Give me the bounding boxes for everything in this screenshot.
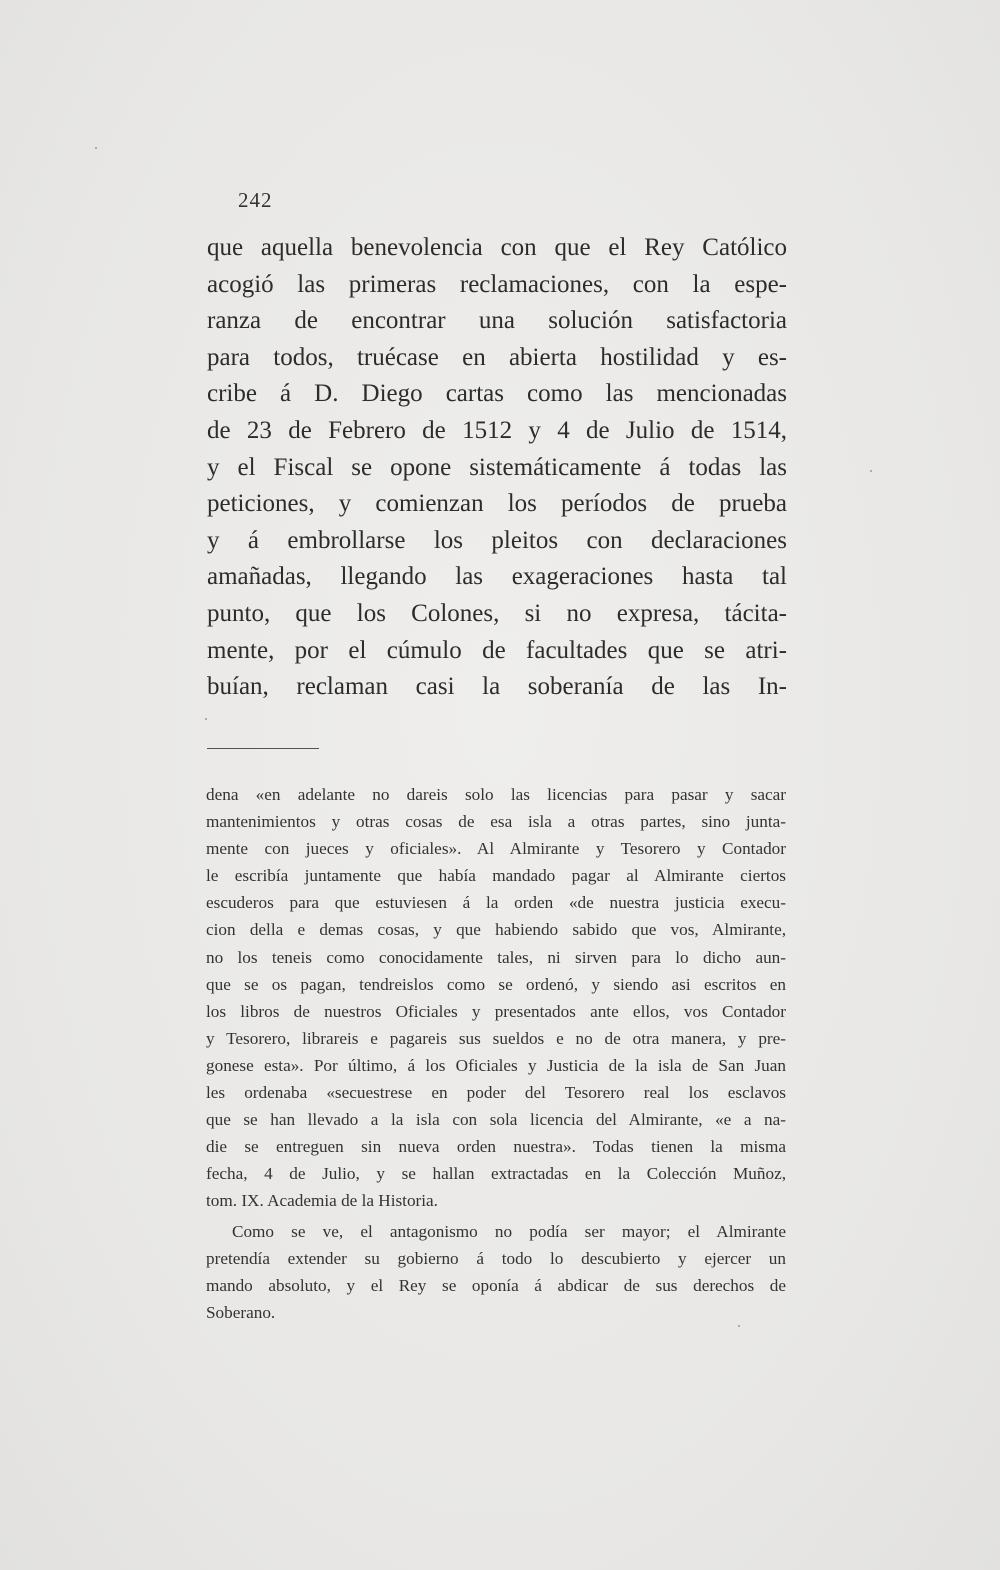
footnote-line: die se entreguen sin nueva orden nuestra». Todas tienen la misma — [206, 1137, 786, 1157]
footnote-line: mando absoluto, y el Rey se oponía á abdicar de sus derechos de — [206, 1275, 786, 1295]
footnote-line: dena «en adelante no dareis solo las licencias para pasar y sacar — [206, 785, 786, 804]
footnote-line: Como se ve, el antagonismo no podía ser mayor; el Almirante — [232, 1221, 786, 1241]
footnote-paragraph — [206, 1218, 786, 1326]
main-text — [207, 230, 787, 706]
footnote-line: no los teneis como conocidamente tales, ni sirven para lo dicho aun- — [206, 947, 786, 967]
page-number: 242 — [238, 188, 273, 212]
footnote-line: escuderos para que estuviesen á la orden «de nuestra justicia execu- — [206, 893, 786, 913]
footnote-line: mente con jueces y oficiales». Al Almirante y Tesorero y Contador — [206, 839, 786, 859]
paper-speck — [870, 470, 872, 472]
body-line: punto, que los Colones, si no expresa, tácita- — [207, 599, 787, 627]
body-line: que aquella benevolencia con que el Rey Católico — [207, 234, 787, 261]
footnote-line: los libros de nuestros Oficiales y presentados ante ellos, vos Contador — [206, 1001, 786, 1021]
paper-speck — [738, 1325, 740, 1327]
footnote-line: y Tesorero, librareis e pagareis sus sueldos e no de otra manera, y pre- — [206, 1028, 786, 1048]
footnote-line: les ordenaba «secuestrese en poder del Tesorero real los esclavos — [206, 1083, 786, 1103]
body-line: cribe á D. Diego cartas como las mencionadas — [207, 380, 787, 408]
paper-speck — [95, 147, 97, 149]
body-line: peticiones, y comienzan los períodos de prueba — [207, 490, 787, 518]
footnote-line: que se han llevado a la isla con sola licencia del Almirante, «e a na- — [206, 1110, 786, 1130]
paper-speck — [205, 718, 207, 720]
footnote-line: fecha, 4 de Julio, y se hallan extractadas en la Colección Muñoz, — [206, 1164, 786, 1184]
body-line: para todos, truécase en abierta hostilidad y es- — [207, 343, 787, 371]
footnote-line: tom. IX. Academia de la Historia. — [206, 1191, 438, 1211]
footnote — [206, 781, 786, 1326]
body-line: ranza de encontrar una solución satisfactoria — [207, 307, 787, 335]
body-line: acogió las primeras reclamaciones, con la espe- — [207, 270, 787, 298]
footnote-line: gonese esta». Por último, á los Oficiales y Justicia de la isla de San Juan — [206, 1055, 786, 1075]
footnote-line: que se os pagan, tendreislos como se ordenó, y siendo asi escritos en — [206, 974, 786, 994]
body-line: amañadas, llegando las exageraciones hasta tal — [207, 563, 787, 591]
body-line: y el Fiscal se opone sistemáticamente á todas las — [207, 453, 787, 481]
body-line: buían, reclaman casi la soberanía de las In- — [207, 673, 787, 701]
footnote-divider — [207, 748, 319, 749]
body-line: mente, por el cúmulo de facultades que se atri- — [207, 636, 787, 664]
footnote-line: le escribía juntamente que había mandado pagar al Almirante ciertos — [206, 866, 786, 886]
footnote-line: pretendía extender su gobierno á todo lo descubierto y ejercer un — [206, 1248, 786, 1268]
footnote-line: cion della e demas cosas, y que habiendo sabido que vos, Almirante, — [206, 920, 786, 940]
body-line: y á embrollarse los pleitos con declaraciones — [207, 526, 787, 554]
body-line: de 23 de Febrero de 1512 y 4 de Julio de 1514, — [207, 416, 787, 444]
footnote-line: mantenimientos y otras cosas de esa isla a otras partes, sino junta- — [206, 812, 786, 832]
footnote-line: Soberano. — [206, 1302, 276, 1322]
